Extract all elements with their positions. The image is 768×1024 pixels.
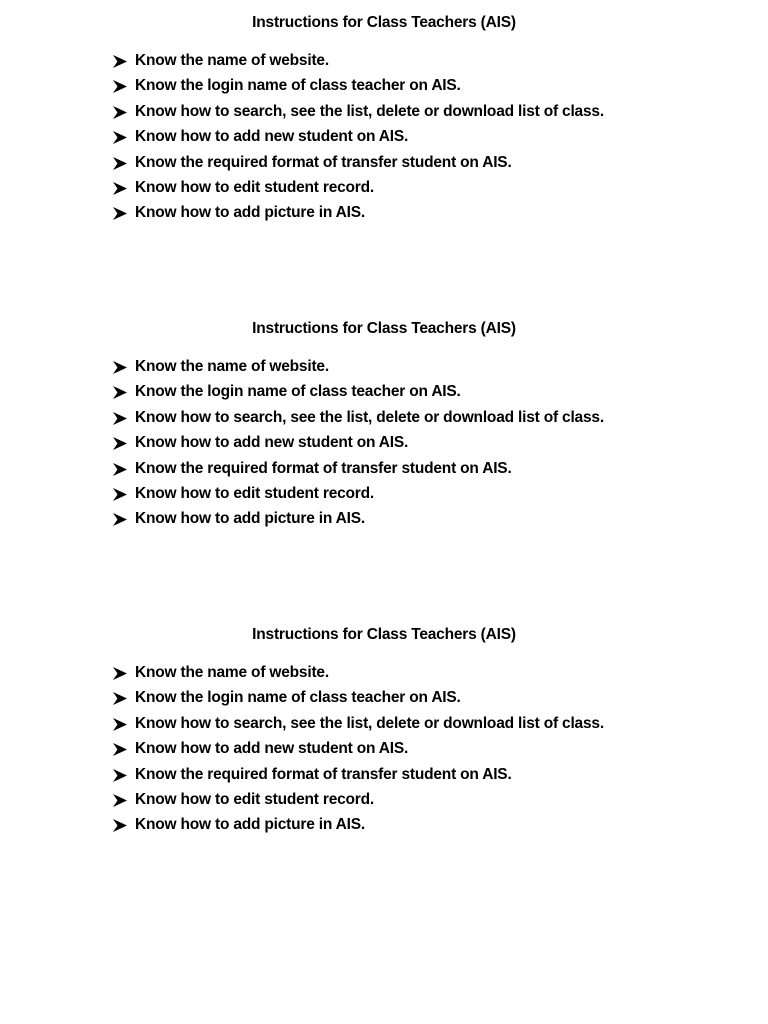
arrowhead-bullet-icon xyxy=(113,178,127,198)
list-item-text: Know the login name of class teacher on AIS. xyxy=(135,689,461,707)
list-item-text: Know how to edit student record. xyxy=(135,484,375,502)
list-item-text: Know the name of website. xyxy=(135,664,329,681)
list-item-text: Know how to add new student on AIS. xyxy=(135,434,409,452)
list-item xyxy=(113,790,604,815)
arrowhead-bullet-icon xyxy=(113,127,127,147)
instruction-list xyxy=(113,51,604,229)
list-item-text: Know how to search, see the list, delete or download list of class. xyxy=(135,408,604,426)
list-item xyxy=(113,459,604,484)
list-item xyxy=(113,102,604,127)
list-item-text: Know how to add picture in AIS. xyxy=(135,816,366,834)
list-item-text: Know the login name of class teacher on AIS. xyxy=(135,383,461,401)
section-title: Instructions for Class Teachers (AIS) xyxy=(252,320,516,337)
list-item xyxy=(113,765,604,790)
list-item xyxy=(113,815,604,840)
arrowhead-bullet-icon xyxy=(113,509,127,529)
list-item-text: Know the required format of transfer student on AIS. xyxy=(135,153,512,171)
list-item xyxy=(113,127,604,152)
list-item xyxy=(113,153,604,178)
list-item xyxy=(113,382,604,407)
list-item-text: Know how to add new student on AIS. xyxy=(135,740,409,758)
arrowhead-bullet-icon xyxy=(113,459,127,479)
list-item-text: Know how to edit student record. xyxy=(135,790,375,808)
list-item-text: Know how to search, see the list, delete or download list of class. xyxy=(135,102,604,120)
list-item-text: Know how to add picture in AIS. xyxy=(135,510,366,528)
arrowhead-bullet-icon xyxy=(113,433,127,453)
list-item xyxy=(113,203,604,228)
arrowhead-bullet-icon xyxy=(113,102,127,122)
list-item-text: Know the required format of transfer student on AIS. xyxy=(135,459,512,477)
list-item xyxy=(113,714,604,739)
arrowhead-bullet-icon xyxy=(113,153,127,173)
arrowhead-bullet-icon xyxy=(113,203,127,223)
arrowhead-bullet-icon xyxy=(113,51,127,71)
list-item-text: Know how to edit student record. xyxy=(135,178,375,196)
list-item-text: Know the login name of class teacher on AIS. xyxy=(135,77,461,95)
list-item xyxy=(113,688,604,713)
arrowhead-bullet-icon xyxy=(113,765,127,785)
list-item-text: Know how to add picture in AIS. xyxy=(135,204,366,222)
list-item xyxy=(113,76,604,101)
instruction-list xyxy=(113,357,604,535)
list-item xyxy=(113,663,604,688)
arrowhead-bullet-icon xyxy=(113,739,127,759)
list-item-text: Know the name of website. xyxy=(135,358,329,375)
arrowhead-bullet-icon xyxy=(113,357,127,377)
arrowhead-bullet-icon xyxy=(113,663,127,683)
arrowhead-bullet-icon xyxy=(113,382,127,402)
list-item xyxy=(113,178,604,203)
list-item xyxy=(113,484,604,509)
list-item xyxy=(113,739,604,764)
arrowhead-bullet-icon xyxy=(113,714,127,734)
list-item xyxy=(113,433,604,458)
list-item-text: Know how to search, see the list, delete or download list of class. xyxy=(135,714,604,732)
section-title: Instructions for Class Teachers (AIS) xyxy=(252,14,516,31)
instruction-list xyxy=(113,663,604,841)
list-item xyxy=(113,357,604,382)
arrowhead-bullet-icon xyxy=(113,790,127,810)
list-item-text: Know the name of website. xyxy=(135,52,329,69)
list-item xyxy=(113,408,604,433)
arrowhead-bullet-icon xyxy=(113,408,127,428)
arrowhead-bullet-icon xyxy=(113,484,127,504)
list-item xyxy=(113,51,604,76)
arrowhead-bullet-icon xyxy=(113,76,127,96)
list-item-text: Know the required format of transfer student on AIS. xyxy=(135,765,512,783)
section-title: Instructions for Class Teachers (AIS) xyxy=(252,626,516,643)
arrowhead-bullet-icon xyxy=(113,815,127,835)
list-item xyxy=(113,509,604,534)
arrowhead-bullet-icon xyxy=(113,688,127,708)
list-item-text: Know how to add new student on AIS. xyxy=(135,128,409,146)
